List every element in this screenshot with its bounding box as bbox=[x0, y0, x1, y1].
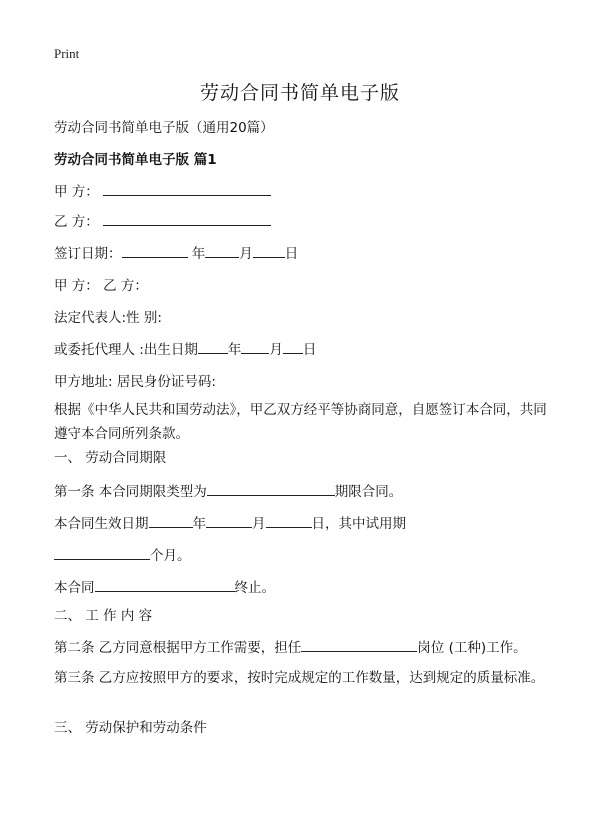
party-b-label: 乙 方： bbox=[54, 214, 99, 230]
article-1-text: 第一条 本合同期限类型为 bbox=[54, 484, 207, 500]
months-label: 个月。 bbox=[150, 548, 191, 564]
intro-paragraph: 根据《中华人民共和国劳动法》，甲乙双方经平等协商同意，自愿签订本合同，共同遵守本合同所列条款。 bbox=[54, 402, 547, 442]
effective-day-blank bbox=[266, 514, 312, 528]
birth-day-label: 日 bbox=[302, 342, 317, 358]
article-2-suffix: 岗位 (工种)工作。 bbox=[417, 640, 527, 656]
contract-label: 本合同 bbox=[54, 580, 95, 596]
parties-line: 甲 方： 乙 方： bbox=[54, 278, 148, 294]
heading-term: 一、 劳动合同期限 bbox=[54, 450, 167, 466]
birth-year-label: 年 bbox=[227, 342, 242, 358]
heading-protection: 三、 劳动保护和劳动条件 bbox=[54, 720, 207, 736]
birth-month-blank bbox=[241, 340, 269, 354]
effective-row bbox=[54, 514, 406, 534]
party-a-blank bbox=[103, 182, 271, 196]
party-b-row bbox=[54, 212, 271, 232]
sign-date-row bbox=[54, 244, 298, 264]
party-a-label: 甲 方： bbox=[54, 184, 99, 200]
term-type-blank bbox=[207, 482, 335, 496]
year-label: 年 bbox=[191, 246, 206, 262]
subtitle: 劳动合同书简单电子版（通用20篇） bbox=[54, 120, 274, 136]
birth-day-blank bbox=[283, 340, 303, 354]
article-2-text: 第二条 乙方同意根据甲方工作需要，担任 bbox=[54, 640, 302, 656]
party-b-blank bbox=[103, 212, 271, 226]
sign-day-blank bbox=[253, 244, 285, 258]
article-1-row bbox=[54, 482, 402, 502]
page-title: 劳动合同书简单电子版 bbox=[199, 82, 400, 104]
terminate-label: 终止。 bbox=[234, 580, 275, 596]
termination-blank bbox=[95, 578, 235, 592]
effective-month-blank bbox=[206, 514, 252, 528]
heading-work: 二、 工 作 内 容 bbox=[54, 608, 153, 624]
section-title: 劳动合同书简单电子版 篇1 bbox=[54, 152, 217, 168]
birth-month-label: 月 bbox=[269, 342, 283, 358]
trial-months-blank bbox=[54, 546, 150, 560]
article-3-paragraph: 第三条 乙方应按照甲方的要求，按时完成规定的工作数量，达到规定的质量标准。 bbox=[54, 670, 545, 686]
effective-label: 本合同生效日期 bbox=[54, 516, 149, 532]
party-a-row bbox=[54, 182, 271, 202]
agent-label: 或委托代理人 :出生日期 bbox=[54, 342, 198, 358]
month-label: 月 bbox=[239, 246, 253, 262]
sign-date-label: 签订日期： bbox=[54, 246, 122, 262]
article-1-suffix: 期限合同。 bbox=[334, 484, 403, 500]
termination-row bbox=[54, 578, 275, 598]
print-link[interactable]: Print bbox=[54, 46, 80, 61]
address-line: 甲方地址: 居民身份证号码: bbox=[54, 374, 216, 390]
day-label: 日 bbox=[284, 246, 299, 262]
legal-rep-line: 法定代表人:性 别: bbox=[54, 310, 162, 326]
trial-label: 日，其中试用期 bbox=[311, 516, 406, 532]
effective-year-blank bbox=[149, 514, 193, 528]
article-2-row bbox=[54, 638, 527, 658]
trial-months-row bbox=[54, 546, 191, 566]
position-blank bbox=[301, 638, 417, 652]
sign-year-blank bbox=[122, 244, 188, 258]
effective-year-label: 年 bbox=[192, 516, 206, 532]
sign-month-blank bbox=[205, 244, 239, 258]
agent-row bbox=[54, 340, 316, 360]
birth-year-blank bbox=[198, 340, 228, 354]
effective-month-label: 月 bbox=[252, 516, 266, 532]
